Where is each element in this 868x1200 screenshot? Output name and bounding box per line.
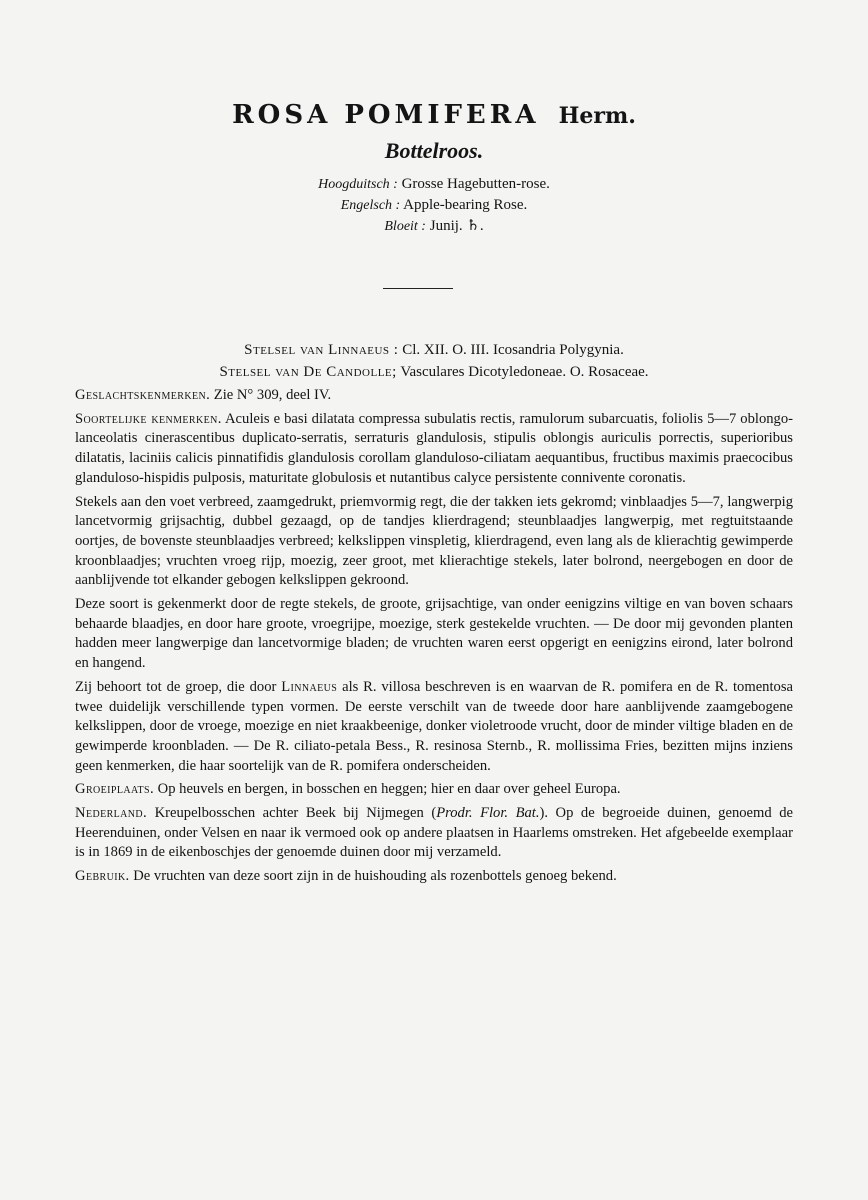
- german-label: Hoogduitsch :: [318, 177, 398, 192]
- candolle-system-line: [0, 364, 868, 381]
- genus-paragraph: [75, 386, 793, 406]
- candolle-label: Stelsel van De Candolle;: [219, 364, 397, 380]
- english-value: Apple-bearing Rose.: [403, 197, 528, 213]
- german-value: Grosse Hagebutten-rose.: [401, 176, 550, 192]
- candolle-value: Vasculares Dicotyledoneae. O. Rosaceae.: [400, 364, 649, 380]
- species-text: Aculeis e basi dilatata compressa subulatis rectis, ramulorum subarcuatis, foliolis 5—7 oblongo-lanceolatis cinerascentibus duplicato-serratis, serraturis glandulosis, stipulis oblongis auriculis porrectis, superioribus dilatatis, laciniis calicis pinnatifidis glandulosis corollam glanduloso-ciliatam aequantibus, fructibus maximis praecocibus glanduloso-hispidis pulposis, maturitate globulosis et nutantibus calyce persistente connivente coronatis.: [75, 410, 793, 486]
- divider-rule: [383, 288, 453, 289]
- species-heading: Soortelijke kenmerken.: [75, 410, 222, 427]
- bloom-label: Bloeit :: [384, 219, 426, 234]
- german-name-line: [0, 174, 868, 195]
- linnaeus-system-line: [0, 342, 868, 359]
- use-heading: Gebruik.: [75, 868, 130, 885]
- species-paragraph: [75, 410, 793, 489]
- bloom-value: Junij. ♄.: [429, 218, 484, 234]
- genus-text: Zie N° 309, deel IV.: [213, 387, 332, 403]
- netherlands-text-1: Kreupelbosschen achter Beek bij Nijmegen (: [154, 805, 437, 822]
- netherlands-reference: Prodr. Flor. Bat.: [436, 805, 540, 822]
- habitat-paragraph: [75, 780, 793, 800]
- title-species: ROSA POMIFERA: [232, 100, 540, 130]
- stekels-paragraph: Stekels aan den voet verbreed, zaamgedrukt, priemvormig regt, die der takken iets gekromd; vinblaadjes 5—7, langwerpig lancetvormig grijsachtig, dubbel gezaagd, op de tandjes klierdragend; steunblaadjes langwerpig, met regtuitstaande oortjes, de bovenste steunblaadjes verbreed; kelkslippen vinspletig, klierdragend, even lang als de klierachtig gewimperde kroonblaadjes; vruchten vroeg rijp, moezig, zeer groot, met klierachtige stekels, later bolrond, neergebogen en door de aanblijvende tot elkander gebogen kelkslippen gekroond.: [75, 493, 793, 589]
- use-paragraph: [75, 867, 793, 887]
- use-text: De vruchten van deze soort zijn in de huishouding als rozenbottels genoeg bekend.: [133, 868, 617, 885]
- deze-paragraph: Deze soort is gekenmerkt door de regte stekels, de groote, grijsachtige, van onder eenigzins viltige en van boven schaars behaarde blaadjes, en door hare groote, vroegrijpe, moezige, sterk gestekelde vruchten. — De door mij gevonden planten hadden meer langwerpige dan lancetvormige bladen; de vruchten waren eerst opgerigt en eenigzins eirond, later bolrond en hangend.: [75, 596, 793, 672]
- habitat-text: Op heuvels en bergen, in bosschen en heggen; hier en daar over geheel Europa.: [157, 781, 621, 798]
- group-paragraph: [75, 678, 793, 777]
- description-body: [75, 386, 793, 891]
- bloom-line: [0, 216, 868, 237]
- linnaeus-label: Stelsel van Linnaeus :: [244, 342, 399, 358]
- genus-heading: Geslachtskenmerken.: [75, 387, 211, 403]
- linnaeus-value: Cl. XII. O. III. Icosandria Polygynia.: [402, 342, 624, 358]
- group-text-1: Zij behoort tot de groep, die door: [75, 678, 277, 695]
- english-label: Engelsch :: [340, 198, 401, 213]
- page-title: [0, 100, 868, 130]
- group-linnaeus: Linnaeus: [281, 678, 338, 695]
- netherlands-heading: Nederland.: [75, 805, 148, 822]
- common-names-block: [0, 174, 868, 237]
- habitat-heading: Groeiplaats.: [75, 781, 154, 798]
- english-name-line: [0, 195, 868, 216]
- title-author: Herm.: [558, 103, 636, 129]
- netherlands-text-2: ). Op de begroeide duinen, genoemd de Heerenduinen, onder Velsen en naar ik vermoed ook op andere plaatsen in Haarlems omstreken. Het afgebeelde exemplaar is in 1869 in de eikenboschjes der genoemde duinen door mij verzameld.: [75, 805, 793, 861]
- group-text-2: als R. villosa beschreven is en waarvan de R. pomifera en de R. tomentosa twee duidelijk verschillende typen vormen. De eerste verschilt van de tweede door hare aanblijvende zaamgebogene kelkslippen, door de vroege, moezige en niet kraakbeenige, donker violetroode vrucht, door de minder viltige bladen en de gewimperde kroonbladen. — De R. ciliato-petala Bess., R. resinosa Sternb., R. mollissima Fries, bezitten mijns inziens geen kenmerken, die haar soortelijk van de R. pomifera onderscheiden.: [75, 678, 793, 774]
- netherlands-paragraph: [75, 804, 793, 863]
- dutch-common-name: Bottelroos.: [384, 138, 484, 163]
